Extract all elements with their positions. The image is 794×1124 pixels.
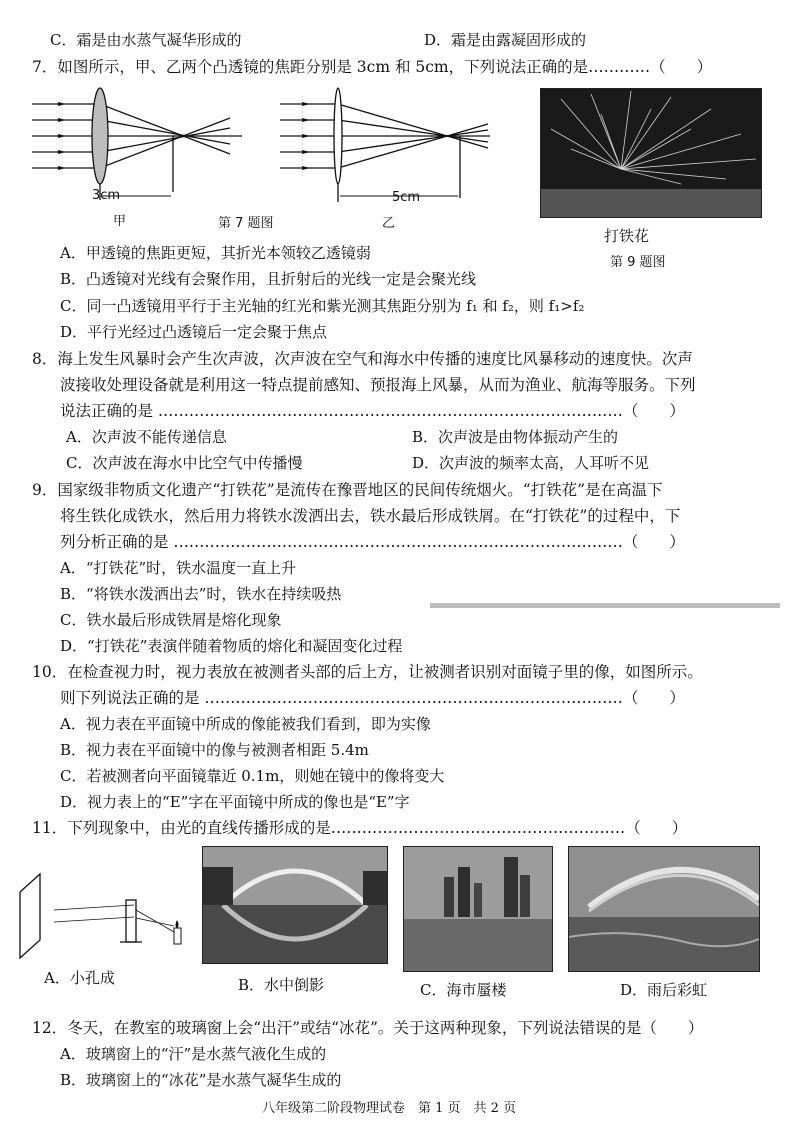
q11-option-b: B．水中倒影 (238, 976, 325, 994)
q12-option-b: B．玻璃窗上的“冰花”是水蒸气凝华生成的 (60, 1071, 342, 1089)
page-footer: 八年级第二阶段物理试卷 第 1 页 共 2 页 (262, 1101, 517, 1116)
q11-option-d: D．雨后彩虹 (620, 981, 708, 999)
q9-line2: 将生铁化成铁水，然后用力将铁水泼洒出去，铁水最后形成铁屑。在“打铁花”的过程中，下 (60, 507, 681, 525)
q8-line1: 8．海上发生风暴时会产生次声波，次声波在空气和海水中传播的速度比风暴移动的速度快。次声 (32, 350, 693, 368)
mirage-illustration (404, 847, 552, 971)
q8-line2: 波接收处理设备就是利用这一特点提前感知、预报海上风暴，从而为渔业、航海等服务。下列 (60, 376, 696, 394)
rainbow-photo (568, 846, 760, 972)
q10-option-a: A．视力表在平面镜中所成的像能被我们看到，即为实像 (60, 715, 431, 733)
q7-option-d: D．平行光经过凸透镜后一定会聚于焦点 (60, 323, 328, 341)
q6-option-c: C．霜是由水蒸气凝华形成的 (50, 31, 242, 49)
q7-figure-caption: 第 7 题图 (218, 216, 274, 231)
lens-jia-focal-label: 3cm (92, 188, 121, 203)
fig9-caption: 第 9 题图 (610, 255, 666, 270)
bridge-illustration (203, 847, 387, 963)
lens-yi-name: 乙 (382, 216, 396, 231)
q9-option-b: B．“将铁水泼洒出去”时，铁水在持续吸热 (60, 585, 342, 603)
iron-fireworks-photo (540, 88, 762, 218)
q11-option-a: A．小孔成 (44, 969, 115, 987)
q12-stem: 12．冬天，在教室的玻璃窗上会“出汗”或结“冰花”。关于这两种现象，下列说法错误的是（ ） (32, 1019, 704, 1037)
q9-option-c: C．铁水最后形成铁屑是熔化现象 (60, 611, 282, 629)
q9-line3: 列分析正确的是 ……………………………………………………………………………（ ） (60, 533, 685, 551)
lens-jia-name: 甲 (113, 214, 127, 229)
q10-option-b: B．视力表在平面镜中的像与被测者相距 5.4m (60, 741, 369, 759)
sparks-illustration (541, 89, 761, 217)
q8-option-b: B．次声波是由物体振动产生的 (412, 428, 619, 446)
rainbow-illustration (569, 847, 759, 971)
q8-line3: 说法正确的是 ………………………………………………………………………………（ ） (60, 402, 685, 420)
q7-option-c: C．同一凸透镜用平行于主光轴的红光和紫光测其焦距分别为 f₁ 和 f₂，则 f₁>f₂ (60, 297, 585, 315)
q9-option-a: A．“打铁花”时，铁水温度一直上升 (60, 559, 297, 577)
q7-option-a: A．甲透镜的焦距更短，其折光本领较乙透镜弱 (60, 244, 371, 262)
q12-option-a: A．玻璃窗上的“汗”是水蒸气液化生成的 (60, 1045, 327, 1063)
lens-yi-focal-label: 5cm (392, 190, 421, 205)
lens-jia-diagram (30, 82, 250, 212)
q9-line1: 9．国家级非物质文化遗产“打铁花”是流传在豫晋地区的民间传统烟火。“打铁花”是在高温下 (32, 481, 663, 499)
q9-option-d: D．“打铁花”表演伴随着物质的熔化和凝固变化过程 (60, 637, 403, 655)
q10-option-d: D．视力表上的“E”字在平面镜中所成的像也是“E”字 (60, 793, 410, 811)
q8-option-a: A．次声波不能传递信息 (66, 428, 227, 446)
q10-line2: 则下列说法正确的是 ………………………………………………………………………（ ） (60, 689, 685, 707)
q8-option-d: D．次声波的频率太高，人耳听不见 (412, 454, 650, 472)
bridge-reflection-photo (202, 846, 388, 964)
scan-smudge (430, 603, 780, 608)
q10-line1: 10．在检查视力时，视力表放在被测者头部的后上方，让被测者识别对面镜子里的像，如图所示。 (32, 663, 703, 681)
pinhole-diagram (14, 860, 204, 960)
q10-option-c: C．若被测者向平面镜靠近 0.1m，则她在镜中的像将变大 (60, 767, 445, 785)
q7-option-b: B．凸透镜对光线有会聚作用，且折射后的光线一定是会聚光线 (60, 270, 477, 288)
mirage-photo (403, 846, 553, 972)
q6-option-d: D．霜是由露凝固形成的 (424, 31, 587, 49)
q11-stem: 11．下列现象中，由光的直线传播形成的是…………………………………………………（ ） (32, 819, 688, 837)
q8-option-c: C．次声波在海水中比空气中传播慢 (66, 454, 303, 472)
q11-option-c: C．海市蜃楼 (420, 981, 507, 999)
q7-stem: 7．如图所示，甲、乙两个凸透镜的焦距分别是 3cm 和 5cm，下列说法正确的是…………（ ） (32, 58, 713, 76)
fig9-label: 打铁花 (604, 227, 650, 245)
